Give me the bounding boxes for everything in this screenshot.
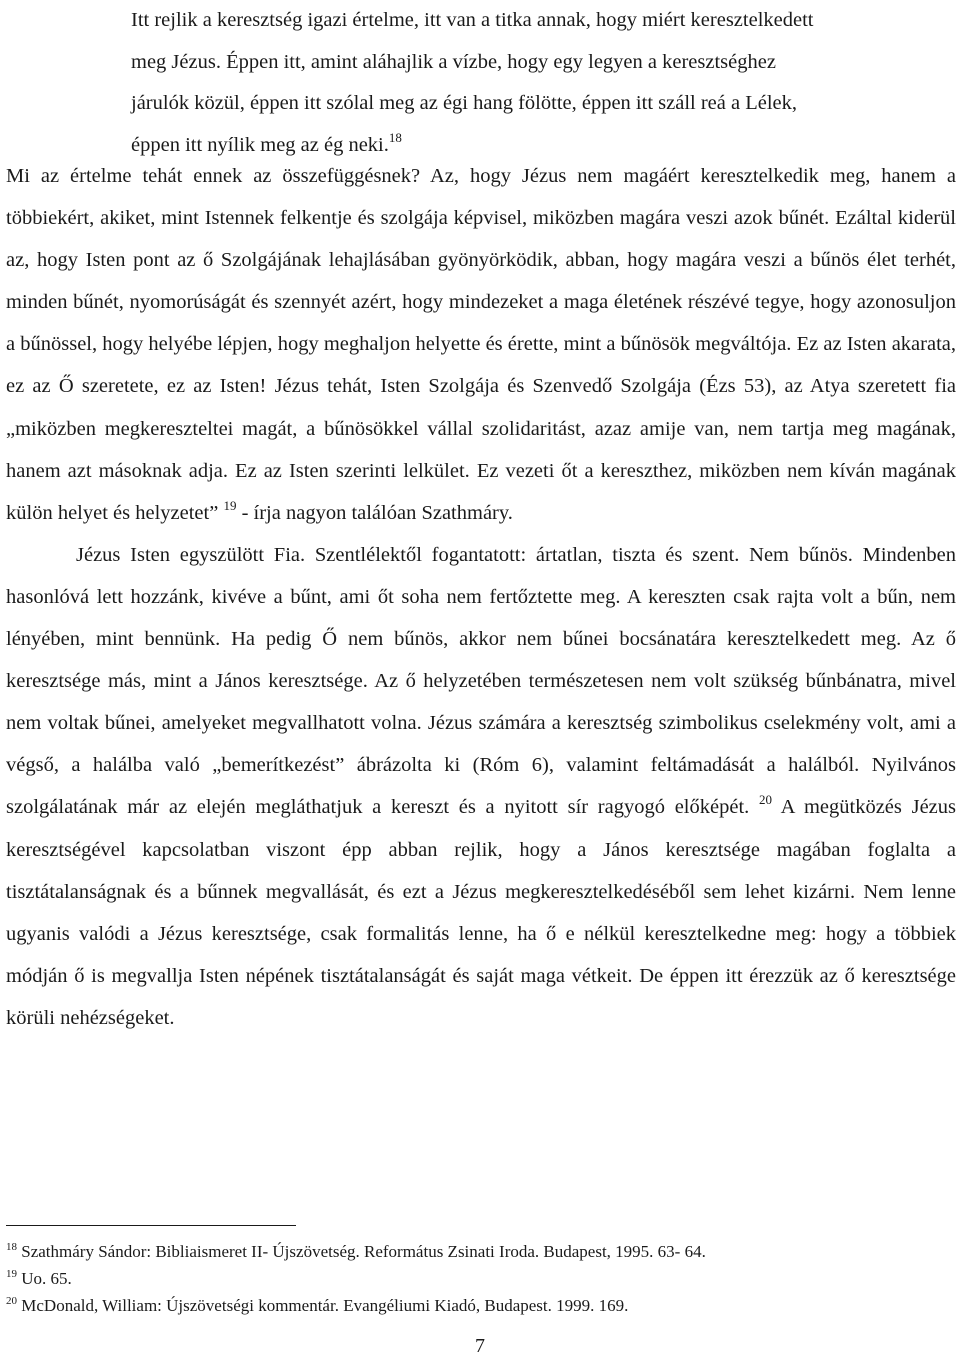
footnote-item bbox=[6, 1292, 956, 1319]
paragraph-2-text: Jézus Isten egyszülött Fia. Szentlélektől fogantatott: ártatlan, tiszta és szent. Nem bűnös. Mindenben hasonlóvá lett hozzánk, kivéve a bűnt, ami őt soha nem fertőztette meg. A kereszten csak rajta volt a bűn, nem lényében, mint bennünk. Ha pedig Ő nem bűnös, akkor nem bűnei bocsánatára keresztelkedett meg. Az ő keresztsége más, mint a János keresztsége. Az ő helyzetében természetesen nem volt szükség bűnbánatra, mivel nem voltak bűnei, amelyeket megvallhatott volna. Jézus számára a keresztség szimbolikus cselekmény volt, ami a végső, a halálba való „bemerítkezést” ábrázolta ki (Róm 6), valamint feltámadását a halálból. Nyilvános szolgálatának már az elején megláthatjuk a kereszt és a nyitott sír ragyogó előképét. bbox=[6, 543, 956, 819]
footnote-text: McDonald, William: Újszövetségi kommentár. Evangéliumi Kiadó, Budapest. 1999. 169. bbox=[21, 1296, 629, 1315]
paragraph-1-continuation: - írja nagyon találóan Szathmáry. bbox=[241, 501, 513, 524]
paragraph-1 bbox=[6, 155, 956, 534]
quote-text: Itt rejlik a keresztség igazi értelme, itt van a titka annak, hogy miért keresztelkedett meg Jézus. Éppen itt, amint aláhajlik a vízbe, hogy egy legyen a keresztséghez járulók közül, éppen itt szólal meg az égi hang fölötte, éppen itt száll reá a Lélek, éppen itt nyílik meg az ég neki. bbox=[131, 9, 814, 157]
footnote-item bbox=[6, 1238, 956, 1265]
footnote-text: Uo. 65. bbox=[21, 1269, 72, 1288]
footnote-ref-18[interactable]: 18 bbox=[388, 130, 402, 146]
footnote-ref-19[interactable]: 19 bbox=[223, 497, 237, 513]
paragraph-2-continuation: A megütközés Jézus keresztségével kapcsolatban viszont épp abban rejlik, hogy a János keresztsége magában foglalta a tisztátalanságnak és a bűnnek megvallását, és ezt a Jézus megkeresztelkedéséből sem lehet kizárni. Nem lenne ugyanis valódi a Jézus keresztsége, csak formalitás lenne, ha ő e nélkül keresztelkedne meg: hogy a többiek módján ő is megvallja Isten népének tisztátalanságát és saját maga vétkeit. De éppen itt érezzük az ő keresztsége körüli nehézségeket. bbox=[6, 796, 956, 1029]
block-quote bbox=[131, 0, 831, 167]
body-text bbox=[6, 155, 956, 1039]
footnotes bbox=[6, 1238, 956, 1319]
footnote-separator bbox=[6, 1225, 296, 1226]
footnote-number: 18 bbox=[6, 1241, 17, 1253]
paragraph-1-text: Mi az értelme tehát ennek az összefüggésnek? Az, hogy Jézus nem magáért keresztelkedik meg, hanem a többiekért, akiket, mint Istennek felkentje és szolgája képvisel, miközben magára veszi azok bűnét. Ezáltal kiderül az, hogy Isten pont az ő Szolgájának lehajlásában gyönyörködik, abban, hogy magára veszi a bűnös élet terhét, minden bűnét, nyomorúságát és szennyét azért, hogy mindezeket a maga életének részévé tegye, hogy azonosuljon a bűnössel, hogy helyébe lépjen, hogy meghaljon helyette és érette, mint a bűnösök megváltója. Ez az Isten akarata, ez az Ő szeretete, ez az Isten! Jézus tehát, Isten Szolgája és Szenvedő Szolgája (Ézs 53), az Atya szeretett fia „miközben megkereszteltei magát, a bűnösökkel vállal szolidaritást, azaz amije van, nem tartja meg magának, hanem azt másoknak adja. Ez az Isten szerinti lelkület. Ez vezeti őt a kereszthez, miközben nem kíván magának külön helyet és helyzetet” bbox=[6, 165, 956, 524]
footnote-number: 20 bbox=[6, 1295, 17, 1307]
paragraph-2 bbox=[6, 534, 956, 1039]
footnote-item bbox=[6, 1265, 956, 1292]
footnote-ref-20[interactable]: 20 bbox=[758, 792, 772, 808]
footnote-number: 19 bbox=[6, 1268, 17, 1280]
footnote-text: Szathmáry Sándor: Bibliaismeret II- Újszövetség. Református Zsinati Iroda. Budapest, 1995. 63- 64. bbox=[21, 1242, 706, 1261]
page-number: 7 bbox=[475, 1335, 485, 1357]
